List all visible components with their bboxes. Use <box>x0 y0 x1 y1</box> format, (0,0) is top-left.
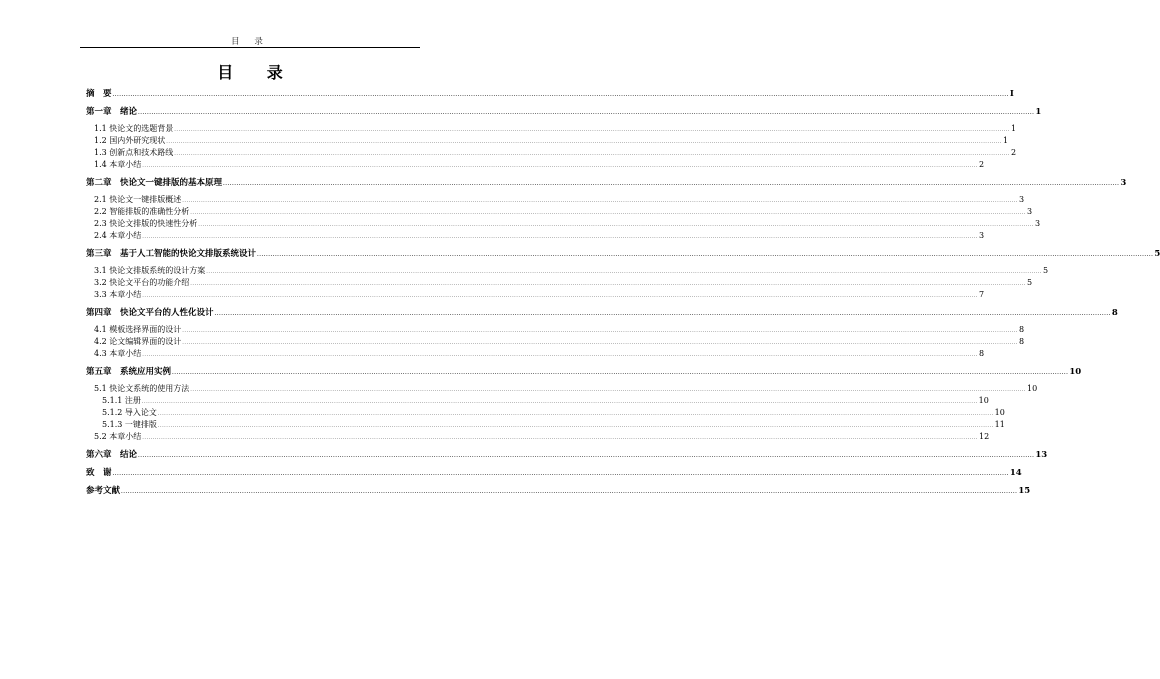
toc-section-entry[interactable] <box>86 348 985 360</box>
toc-page-number: 3 <box>979 231 985 240</box>
toc-leader-dots: ................................................................................................................................................................................................................................................................................................................................................................................................................ <box>174 151 1011 157</box>
toc-page-number: 1 <box>1035 107 1042 117</box>
toc-leader-dots: ................................................................................................................................................................................................................................................................................................................................................................................................................ <box>206 269 1043 275</box>
toc-entry-label: 4.3 本章小结 <box>94 349 142 358</box>
toc-entry-label: 4.2 论文编辑界面的设计 <box>94 337 182 346</box>
toc-leader-dots: ................................................................................................................................................................................................................................................................................................................................................................................................................ <box>121 489 1018 495</box>
toc-leader-dots: ................................................................................................................................................................................................................................................................................................................................................................................................................ <box>112 92 1009 98</box>
toc-leader-dots: ................................................................................................................................................................................................................................................................................................................................................................................................................ <box>141 399 978 405</box>
toc-page-number: 5 <box>1027 278 1033 287</box>
toc-section-entry[interactable] <box>86 419 1005 431</box>
toc-page-number: 15 <box>1018 486 1031 496</box>
toc-page-number: 3 <box>1035 219 1041 228</box>
toc-leader-dots: ................................................................................................................................................................................................................................................................................................................................................................................................................ <box>142 234 979 240</box>
toc-page-number: 3 <box>1019 195 1025 204</box>
toc-section-entry[interactable] <box>86 218 1041 230</box>
toc-chapter-entry[interactable] <box>86 106 1042 118</box>
toc-page-number: I <box>1009 89 1014 99</box>
toc-page-number: 8 <box>979 349 985 358</box>
toc-leader-dots: ................................................................................................................................................................................................................................................................................................................................................................................................................ <box>190 210 1027 216</box>
toc-entry-label: 第五章 系统应用实例 <box>86 367 172 377</box>
toc-entry-label: 第一章 绪论 <box>86 107 138 117</box>
toc-chapter-entry[interactable] <box>86 467 1022 479</box>
toc-section-entry[interactable] <box>86 123 1017 135</box>
toc-entry-label: 3.1 快论文排版系统的设计方案 <box>94 266 206 275</box>
toc-leader-dots: ................................................................................................................................................................................................................................................................................................................................................................................................................ <box>138 110 1035 116</box>
toc-title: 目 录 <box>217 63 297 82</box>
toc-entry-label: 参考文献 <box>86 486 121 496</box>
toc-entry-label: 5.1.3 一键排版 <box>102 420 157 429</box>
toc-leader-dots: ................................................................................................................................................................................................................................................................................................................................................................................................................ <box>112 471 1009 477</box>
toc-chapter-entry[interactable] <box>86 366 1082 378</box>
toc-entry-label: 第三章 基于人工智能的快论文排版系统设计 <box>86 249 257 259</box>
toc-section-entry[interactable] <box>86 289 985 301</box>
toc-section-entry[interactable] <box>86 395 989 407</box>
toc-section-entry[interactable] <box>86 336 1025 348</box>
toc-entry-label: 1.2 国内外研究现状 <box>94 136 166 145</box>
toc-entry-label: 1.3 创新点和技术路线 <box>94 148 174 157</box>
toc-leader-dots: ................................................................................................................................................................................................................................................................................................................................................................................................................ <box>223 181 1120 187</box>
running-header: 目 录 <box>231 37 269 47</box>
toc-page-number: 10 <box>1027 384 1038 393</box>
toc-section-entry[interactable] <box>86 206 1033 218</box>
toc-entry-label: 2.3 快论文排版的快速性分析 <box>94 219 198 228</box>
toc-page-number: 3 <box>1027 207 1033 216</box>
toc-chapter-entry[interactable] <box>86 485 1031 497</box>
toc-leader-dots: ................................................................................................................................................................................................................................................................................................................................................................................................................ <box>190 281 1027 287</box>
toc-page-number: 12 <box>979 432 990 441</box>
toc-chapter-entry[interactable] <box>86 307 1118 319</box>
toc-entry-label: 第四章 快论文平台的人性化设计 <box>86 308 214 318</box>
toc-page-number: 5 <box>1154 249 1160 259</box>
toc-entry-label: 2.1 快论文一键排版概述 <box>94 195 182 204</box>
toc-chapter-entry[interactable] <box>86 177 1127 189</box>
toc-chapter-entry[interactable] <box>86 248 1160 260</box>
toc-section-entry[interactable] <box>86 407 1005 419</box>
toc-section-entry[interactable] <box>86 277 1033 289</box>
toc-entry-label: 5.1.2 导入论文 <box>102 408 157 417</box>
toc-leader-dots: ................................................................................................................................................................................................................................................................................................................................................................................................................ <box>142 435 979 441</box>
toc-page-number: 7 <box>979 290 985 299</box>
toc-chapter-entry[interactable] <box>86 449 1048 461</box>
toc-leader-dots: ................................................................................................................................................................................................................................................................................................................................................................................................................ <box>142 163 979 169</box>
toc-leader-dots: ................................................................................................................................................................................................................................................................................................................................................................................................................ <box>166 139 1003 145</box>
toc-entry-label: 第二章 快论文一键排版的基本原理 <box>86 178 223 188</box>
toc-page-number: 10 <box>1069 367 1082 377</box>
toc-entry-label: 5.2 本章小结 <box>94 432 142 441</box>
toc-entry-label: 1.1 快论文的选题背景 <box>94 124 174 133</box>
toc-entry-label: 2.4 本章小结 <box>94 231 142 240</box>
toc-entry-label: 致 谢 <box>86 468 112 478</box>
toc-page-number: 5 <box>1043 266 1049 275</box>
toc-page-number: 8 <box>1019 337 1025 346</box>
toc-leader-dots: ................................................................................................................................................................................................................................................................................................................................................................................................................ <box>142 352 979 358</box>
toc-section-entry[interactable] <box>86 147 1017 159</box>
toc-leader-dots: ................................................................................................................................................................................................................................................................................................................................................................................................................ <box>172 370 1069 376</box>
toc-section-entry[interactable] <box>86 431 990 443</box>
toc-entry-label: 4.1 模板选择界面的设计 <box>94 325 182 334</box>
toc-section-entry[interactable] <box>86 324 1025 336</box>
toc-section-entry[interactable] <box>86 159 985 171</box>
toc-page-number: 2 <box>979 160 985 169</box>
toc-leader-dots: ................................................................................................................................................................................................................................................................................................................................................................................................................ <box>157 423 994 429</box>
toc-page-number: 2 <box>1011 148 1017 157</box>
toc-section-entry[interactable] <box>86 265 1049 277</box>
toc-entry-label: 摘 要 <box>86 89 112 99</box>
toc-entry-label: 5.1 快论文系统的使用方法 <box>94 384 190 393</box>
table-of-contents <box>86 88 1160 497</box>
header-rule <box>80 47 420 48</box>
toc-leader-dots: ................................................................................................................................................................................................................................................................................................................................................................................................................ <box>182 198 1019 204</box>
toc-page-number: 10 <box>994 408 1005 417</box>
toc-leader-dots: ................................................................................................................................................................................................................................................................................................................................................................................................................ <box>174 127 1011 133</box>
toc-entry-label: 1.4 本章小结 <box>94 160 142 169</box>
toc-page-number: 8 <box>1111 308 1118 318</box>
toc-leader-dots: ................................................................................................................................................................................................................................................................................................................................................................................................................ <box>182 340 1019 346</box>
toc-leader-dots: ................................................................................................................................................................................................................................................................................................................................................................................................................ <box>198 222 1035 228</box>
toc-page-number: 1 <box>1011 124 1017 133</box>
toc-page-number: 3 <box>1120 178 1127 188</box>
toc-page-number: 13 <box>1035 450 1048 460</box>
toc-chapter-entry[interactable] <box>86 88 1014 100</box>
toc-page-number: 1 <box>1003 136 1009 145</box>
toc-page-number: 11 <box>994 420 1005 429</box>
toc-page-number: 10 <box>978 396 989 405</box>
toc-section-entry[interactable] <box>86 383 1038 395</box>
toc-entry-label: 5.1.1 注册 <box>102 396 141 405</box>
toc-leader-dots: ................................................................................................................................................................................................................................................................................................................................................................................................................ <box>182 328 1019 334</box>
toc-leader-dots: ................................................................................................................................................................................................................................................................................................................................................................................................................ <box>214 311 1111 317</box>
toc-leader-dots: ................................................................................................................................................................................................................................................................................................................................................................................................................ <box>190 387 1027 393</box>
toc-page-number: 8 <box>1019 325 1025 334</box>
toc-leader-dots: ................................................................................................................................................................................................................................................................................................................................................................................................................ <box>257 252 1154 258</box>
toc-entry-label: 3.3 本章小结 <box>94 290 142 299</box>
toc-leader-dots: ................................................................................................................................................................................................................................................................................................................................................................................................................ <box>138 453 1035 459</box>
toc-entry-label: 第六章 结论 <box>86 450 138 460</box>
toc-leader-dots: ................................................................................................................................................................................................................................................................................................................................................................................................................ <box>142 293 979 299</box>
toc-leader-dots: ................................................................................................................................................................................................................................................................................................................................................................................................................ <box>157 411 994 417</box>
toc-page-number: 14 <box>1009 468 1022 478</box>
toc-entry-label: 2.2 智能排版的准确性分析 <box>94 207 190 216</box>
toc-section-entry[interactable] <box>86 230 985 242</box>
toc-section-entry[interactable] <box>86 135 1009 147</box>
toc-entry-label: 3.2 快论文平台的功能介绍 <box>94 278 190 287</box>
toc-section-entry[interactable] <box>86 194 1025 206</box>
